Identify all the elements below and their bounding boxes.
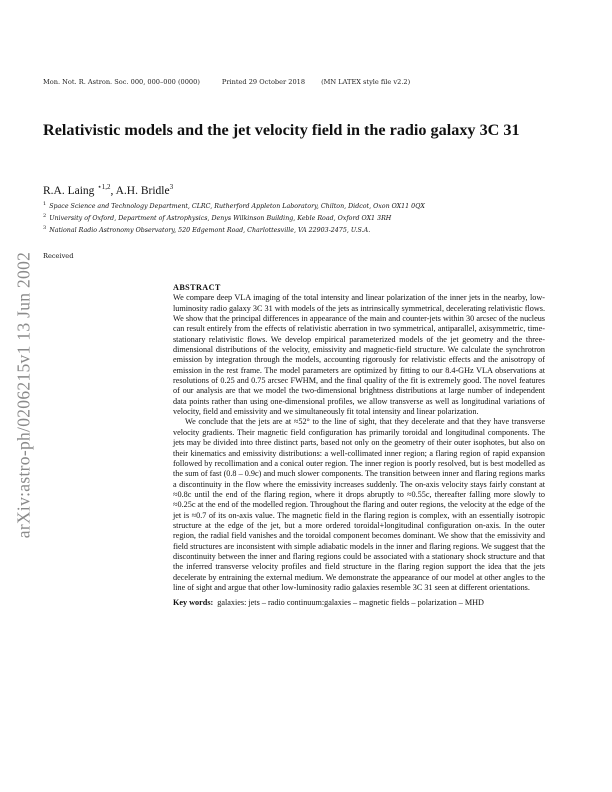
printed-date: Printed 29 October 2018 [221,78,306,86]
author-separator: , [110,184,116,197]
arxiv-identifier-stamp [8,210,40,580]
received-date-line: Received [43,252,74,260]
affiliation-text: University of Oxford, Department of Astrophysics, Denys Wilkinson Building, Keble Road, Oxford OX1 3RH [49,214,392,222]
style-file-note: (MN LATEX style file v2.2) [321,78,411,86]
keywords-text: galaxies: jets – radio continuum:galaxies – magnetic fields – polarization – MHD [217,598,484,608]
arxiv-identifier-text: arXiv:astro-ph/0206215v1 13 Jun 2002 [13,251,34,539]
affiliation-text: National Radio Astronomy Observatory, 520 Edgemont Road, Charlottesville, VA 22903-2475, U.S.A. [49,226,371,234]
author-laing: R.A. Laing [43,184,95,197]
affiliation-number: 2 [43,212,47,219]
journal-reference: Mon. Not. R. Astron. Soc. 000, 000–000 (0000) [43,78,200,86]
affiliation-text: Space Science and Technology Department, CLRC, Rutherford Appleton Laboratory, Chilton, Didcot, Oxon OX11 0QX [49,203,425,211]
keywords-label: Key words: [173,598,214,608]
affiliation-number: 1 [43,201,47,207]
affiliation-item [43,200,563,212]
affiliation-item [43,212,563,224]
running-header [43,78,432,86]
affiliation-number: 3 [43,224,47,231]
paper-title: Relativistic models and the jet velocity field in the radio galaxy 3C 31 [43,121,520,139]
affiliation-list [43,200,563,236]
author-laing-affiliation-marks: ⋆1,2 [97,183,111,191]
abstract-section [173,283,545,609]
affiliation-item [43,224,563,236]
author-list [43,183,173,197]
author-bridle-affiliation-marks: 3 [169,183,174,191]
abstract-paragraph-1: We compare deep VLA imaging of the total intensity and linear polarization of the inner jets in the nearby, low-luminosity radio galaxy 3C 31 with models of the jets as intrinsically symmetrical, decelerating relativistic flows. We show that the principal differences in appearance of the main and counter-jets within 30 arcsec of the nucleus can result entirely from the effects of relativistic aberration in two symmetrical, antiparallel, axisymmetric, time-stationary relativistic flows. We develop empirical parameterized models of the jet geometry and the three-dimensional distributions of the velocity, emissivity and magnetic-field structure. We calculate the synchrotron emission by integration through the models, accounting rigorously for relativistic effects and the anisotropy of emission in the rest frame. The model parameters are optimized by fitting to our 8.4-GHz VLA observations at resolutions of 0.25 and 0.75 arcsec FWHM, and the final quality of the fit is extremely good. The novel features of our analysis are that we model the two-dimensional brightness distributions at large number of independent data points rather than using one-dimensional profiles, we allow transverse as well as longitudinal variations of velocity, field and emissivity and we simultaneously fit total intensity and linear polarization. [173,293,545,417]
keywords-line [173,598,545,608]
abstract-paragraph-2: We conclude that the jets are at ≈52° to the line of sight, that they decelerate and that they have transverse velocity gradients. Their magnetic field configuration has primarily toroidal and longitudinal components. The jets may be divided into three distinct parts, based not only on the geometry of their outer isophotes, but also on their kinematics and emissivity distributions: a well-collimated inner region; a flaring region of rapid expansion followed by recollimation and a conical outer region. The inner region is poorly resolved, but is best modelled as the sum of fast (0.8 – 0.9c) and much slower components. The transition between inner and flaring regions marks a discontinuity in the flow where the emissivity increases suddenly. The on-axis velocity stays fairly constant at ≈0.8c until the end of the flaring region, where it drops abruptly to ≈0.55c, thereafter falling more slowly to ≈0.25c at the end of the modelled region. Throughout the flaring and outer regions, the velocity at the edge of the jet is ≈0.7 of its on-axis value. The magnetic field in the flaring region is complex, with an essentially isotropic structure at the edge of the jet, but a more ordered toroidal+longitudinal configuration on-axis. In the outer region, the radial field vanishes and the toroidal component becomes dominant. We show that the emissivity and field structures are inconsistent with simple adiabatic models in the inner and flaring regions. We suggest that the discontinuity between the inner and flaring regions could be associated with a stationary shock structure and that the inferred transverse velocity profiles and field structure in the flaring region support the idea that the jets decelerate by entraining the external medium. We demonstrate the appearance of our model at other angles to the line of sight and argue that other low-luminosity radio galaxies resemble 3C 31 seen at different orientations. [173,417,545,592]
author-bridle: A.H. Bridle [115,184,170,197]
abstract-heading: ABSTRACT [173,283,221,292]
